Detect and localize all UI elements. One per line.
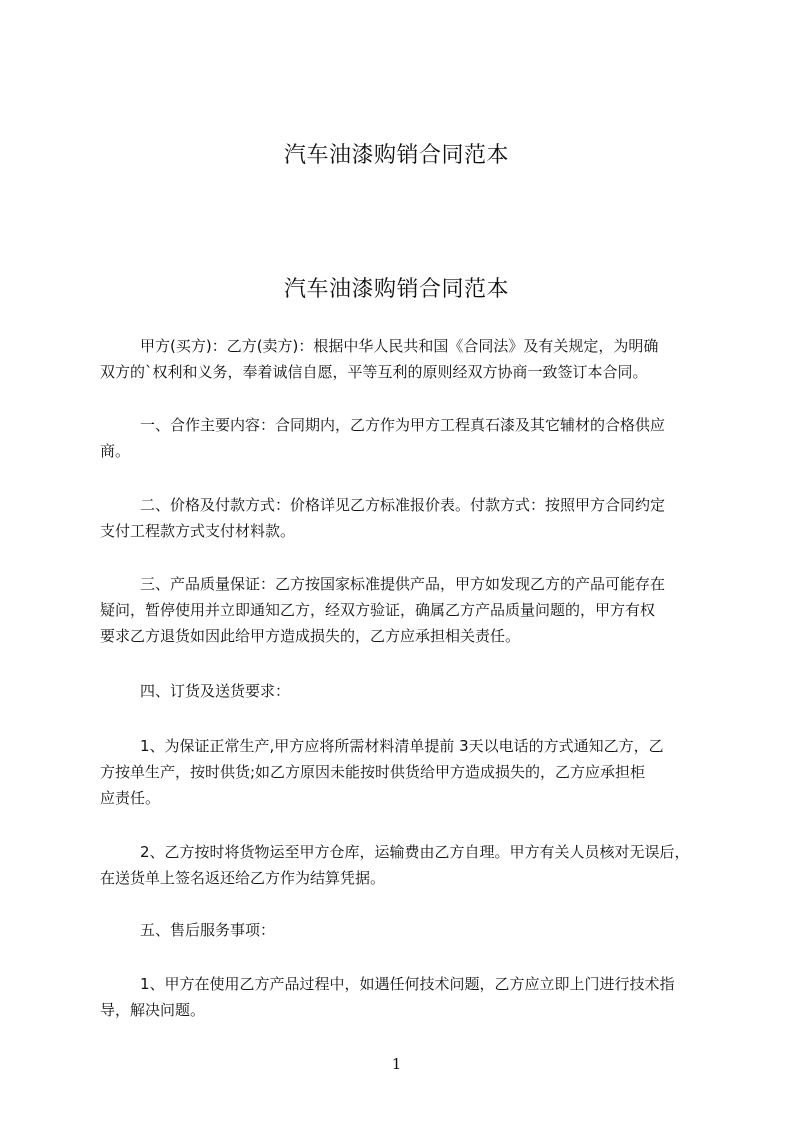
paragraph-line: 三、产品质量保证：乙方按国家标准提供产品，甲方如发现乙方的产品可能存在 — [140, 575, 666, 593]
paragraph-clause-4-item-2 — [100, 839, 720, 891]
paragraph-line: 商。 — [100, 442, 131, 460]
document-title-top: 汽车油漆购销合同范本 — [283, 143, 509, 168]
paragraph-line: 双方的`权利和义务，奉着诚信自愿，平等互利的原则经双方协商一致签订本合同。 — [100, 363, 648, 381]
paragraph-clause-5-heading — [100, 917, 720, 943]
paragraph-clause-1 — [100, 412, 720, 464]
paragraph-line: 在送货单上签名返还给乙方作为结算凭据。 — [100, 869, 386, 887]
paragraph-line: 四、订货及送货要求： — [140, 682, 291, 700]
paragraph-clause-2 — [100, 492, 720, 544]
paragraph-line: 要求乙方退货如因此给甲方造成损失的，乙方应承担相关责任。 — [100, 627, 521, 645]
paragraph-clause-4-item-1 — [100, 733, 720, 811]
paragraph-line: 方按单生产，按时供货;如乙方原因未能按时供货给甲方造成损失的，乙方应承担柜 — [100, 763, 646, 781]
paragraph-clause-5-item-1 — [100, 971, 720, 1023]
paragraph-line: 疑问，暂停使用并立即通知乙方，经双方验证，确属乙方产品质量问题的，甲方有权 — [100, 601, 656, 619]
paragraph-line: 甲方(买方)：乙方(卖方)：根据中华人民共和国《合同法》及有关规定，为明确 — [140, 337, 659, 355]
paragraph-line: 五、售后服务事项： — [140, 921, 276, 939]
page-number: 1 — [391, 1055, 402, 1073]
paragraph-line: 一、合作主要内容：合同期内，乙方作为甲方工程真石漆及其它辅材的合格供应 — [140, 416, 666, 434]
paragraph-clause-4-heading — [100, 678, 720, 704]
paragraph-line: 支付工程款方式支付材料款。 — [100, 522, 296, 540]
paragraph-line: 导，解决问题。 — [100, 1001, 206, 1019]
paragraph-preamble — [100, 333, 720, 385]
document-title-main: 汽车油漆购销合同范本 — [283, 277, 509, 302]
paragraph-line: 二、价格及付款方式：价格详见乙方标准报价表。付款方式：按照甲方合同约定 — [140, 496, 666, 514]
paragraph-line: 应责任。 — [100, 789, 161, 807]
paragraph-line: 1、为保证正常生产,甲方应将所需材料清单提前 3天以电话的方式通知乙方，乙 — [140, 737, 664, 755]
paragraph-clause-3 — [100, 571, 720, 649]
paragraph-line: 1、甲方在使用乙方产品过程中，如遇任何技术问题，乙方应立即上门进行技术指 — [140, 975, 675, 993]
paragraph-line: 2、乙方按时将货物运至甲方仓库，运输费由乙方自理。甲方有关人员核对无误后， — [140, 843, 690, 861]
